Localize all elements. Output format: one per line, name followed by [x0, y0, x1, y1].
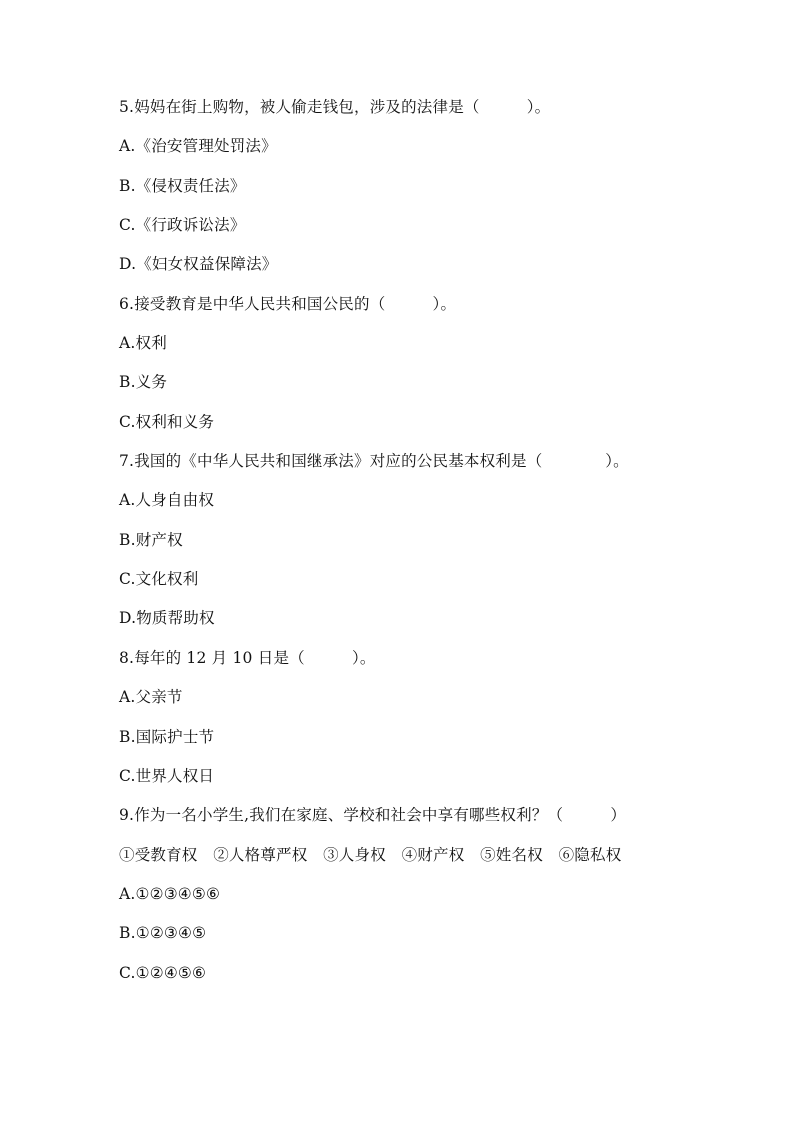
- question-5-option-d: D.《妇女权益保障法》: [119, 255, 278, 274]
- question-7-option-d: D.物质帮助权: [119, 609, 215, 628]
- question-8-option-b: B.国际护士节: [119, 727, 215, 746]
- question-6-stem: 6.接受教育是中华人民共和国公民的（ ）。: [119, 294, 457, 313]
- question-7-option-b: B.财产权: [119, 530, 183, 549]
- question-9-option-a: A.①②③④⑤⑥: [119, 884, 221, 903]
- question-7-stem: 7.我国的《中华人民共和国继承法》对应的公民基本权利是（ ）。: [119, 452, 629, 471]
- question-9-rights-list: ①受教育权 ②人格尊严权 ③人身权 ④财产权 ⑤姓名权 ⑥隐私权: [119, 845, 622, 864]
- question-5-option-b: B.《侵权责任法》: [119, 176, 246, 195]
- question-8-option-c: C.世界人权日: [119, 766, 215, 785]
- question-7-option-c: C.文化权利: [119, 570, 199, 589]
- question-8-option-a: A.父亲节: [119, 688, 183, 707]
- question-8-stem: 8.每年的 12 月 10 日是（ ）。: [119, 648, 376, 667]
- question-7-option-a: A.人身自由权: [119, 491, 215, 510]
- question-9-option-c: C.①②④⑤⑥: [119, 963, 207, 982]
- question-5-option-a: A.《治安管理处罚法》: [119, 137, 277, 156]
- question-9-option-b: B.①②③④⑤: [119, 924, 207, 943]
- question-5-stem: 5.妈妈在街上购物，被人偷走钱包，涉及的法律是（ ）。: [119, 98, 551, 116]
- question-6-option-b: B.义务: [119, 373, 168, 392]
- question-list: [119, 95, 719, 1000]
- question-5-option-c: C.《行政诉讼法》: [119, 216, 246, 235]
- question-6-option-c: C.权利和义务: [119, 412, 215, 431]
- question-9-stem: 9.作为一名小学生,我们在家庭、学校和社会中享有哪些权利？（ ）: [119, 806, 627, 825]
- question-6-option-a: A.权利: [119, 334, 167, 353]
